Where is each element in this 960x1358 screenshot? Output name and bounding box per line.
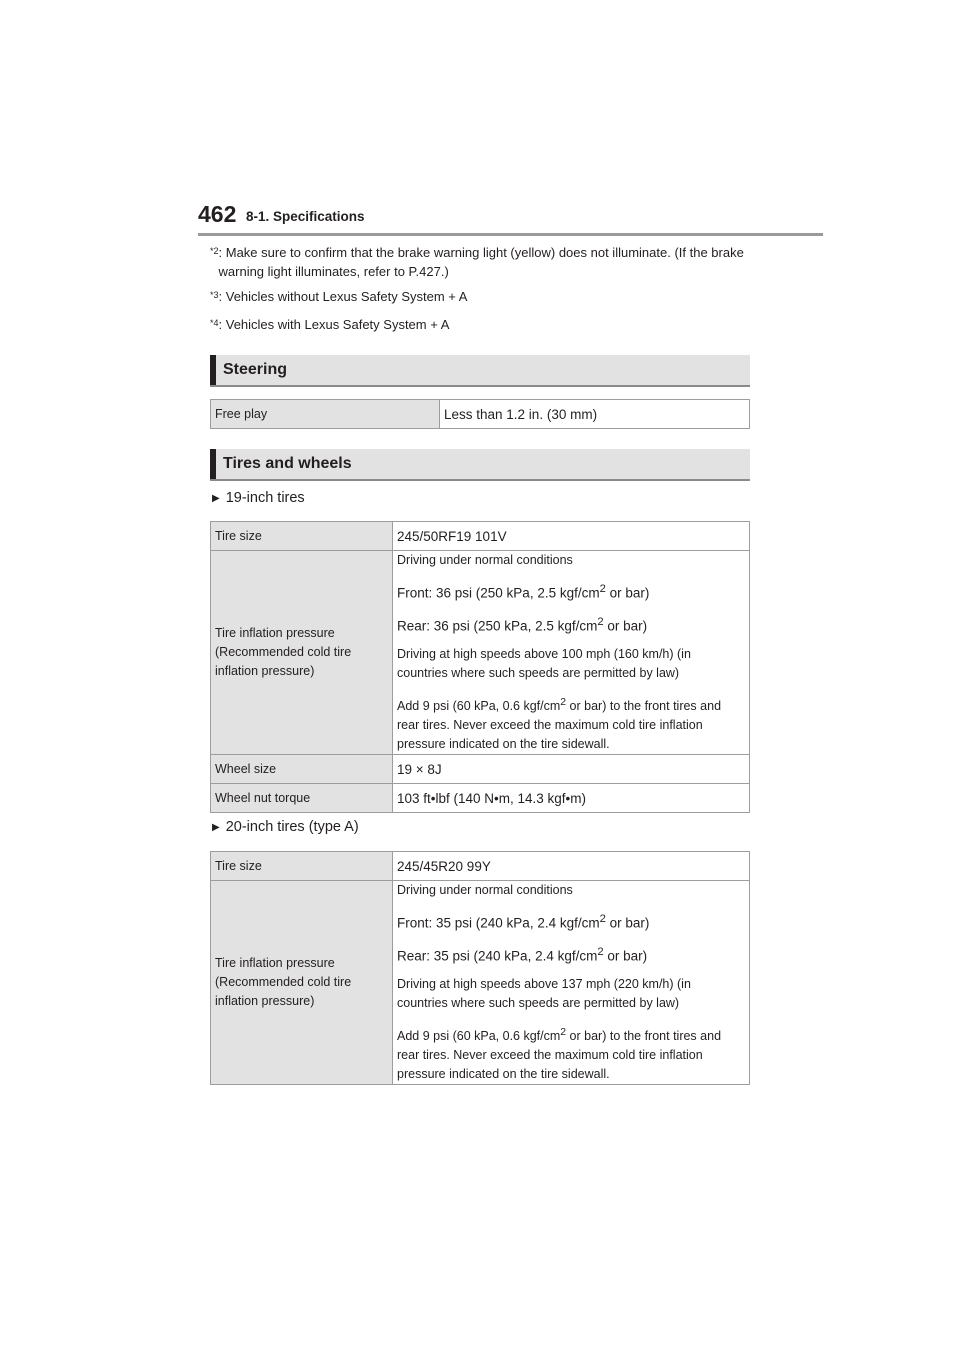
- tire-size-label: Tire size: [211, 522, 393, 551]
- bullet-20-inch-label: 20-inch tires (type A): [225, 819, 359, 835]
- tire-pressure-label: Tire inflation pressure (Recommended cold tire inflation pressure): [211, 551, 393, 755]
- steering-section-header: [210, 355, 750, 387]
- front-pressure: Front: 36 psi (250 kPa, 2.5 kgf/$cm^2$ or bar): [397, 583, 650, 601]
- footnote: [210, 287, 750, 309]
- table-row: [211, 522, 750, 551]
- table-row: [211, 852, 750, 881]
- bullet-20-inch: [212, 819, 359, 835]
- tires-section-header: [210, 449, 750, 481]
- rear-pressure: Rear: 36 psi (250 kPa, 2.5 kgf/$cm^2$ or bar): [397, 615, 648, 633]
- rear-pressure: Rear: 35 psi (240 kPa, 2.4 kgf/$cm^2$ or bar): [397, 945, 648, 963]
- tire-size-value: 245/45R20 99Y: [393, 852, 750, 881]
- steering-section-title: Steering: [223, 361, 288, 378]
- chapter-title: 8-1. Specifications: [246, 209, 365, 224]
- table-row: [211, 881, 750, 1085]
- wheel-size-label: Wheel size: [211, 755, 393, 784]
- arrow-right-icon: ▶: [212, 821, 220, 833]
- tires-19-table: [210, 521, 750, 813]
- table-row: [211, 784, 750, 813]
- section-bar: [210, 449, 216, 479]
- front-pressure: Front: 35 psi (240 kPa, 2.4 kgf/$cm^2$ or bar): [397, 913, 650, 931]
- section-bar: [210, 355, 216, 385]
- table-row: [211, 755, 750, 784]
- header-rule: [198, 233, 823, 236]
- footnote-mark: *3: [210, 290, 219, 300]
- table-row: [211, 400, 750, 429]
- table-row: [211, 551, 750, 755]
- footnote-text: : Vehicles without Lexus Safety System + A: [218, 289, 468, 304]
- arrow-right-icon: ▶: [212, 492, 220, 504]
- footnote: [210, 315, 750, 337]
- tires-20-table: [210, 851, 750, 1085]
- footnotes: [210, 243, 750, 344]
- normal-conditions-heading: Driving under normal conditions: [397, 883, 573, 897]
- free-play-label: Free play: [211, 400, 440, 429]
- bullet-19-inch-label: 19-inch tires: [225, 490, 305, 506]
- normal-conditions-heading: Driving under normal conditions: [397, 553, 573, 567]
- high-speed-heading: Driving at high speeds above 100 mph (160 km/h) (in countries where such speeds are permitted by law): [397, 647, 691, 680]
- wheel-size-value: 19 × 8J: [393, 755, 750, 784]
- bullet-19-inch: [212, 490, 305, 506]
- page-number: 462: [198, 201, 237, 227]
- steering-table: [210, 399, 750, 429]
- footnote-mark: *2: [210, 246, 219, 256]
- footnote-text: : Make sure to confirm that the brake warning light (yellow) does not illuminate. (If the brake warning light illuminates, refer to P.427.): [218, 245, 744, 279]
- page-header: [198, 201, 823, 237]
- high-speed-heading: Driving at high speeds above 137 mph (220 km/h) (in countries where such speeds are permitted by law): [397, 977, 691, 1010]
- footnote: [210, 243, 750, 281]
- tire-pressure-label: Tire inflation pressure (Recommended cold tire inflation pressure): [211, 881, 393, 1085]
- footnote-mark: *4: [210, 318, 219, 329]
- footnote-text: : Vehicles with Lexus Safety System + A: [218, 317, 450, 333]
- free-play-value: Less than 1.2 in. (30 mm): [440, 400, 750, 429]
- wheel-nut-torque-value: 103 ft•lbf (140 N•m, 14.3 kgf•m): [393, 784, 750, 813]
- tire-pressure-value: [393, 881, 750, 1085]
- tire-size-label: Tire size: [211, 852, 393, 881]
- wheel-nut-torque-label: Wheel nut torque: [211, 784, 393, 813]
- tire-size-value: 245/50RF19 101V: [393, 522, 750, 551]
- high-speed-instruction: Add 9 psi (60 kPa, 0.6 kgf/$cm^2$ or bar) to the front tires and rear tires. Never exceed the maximum cold tire inflation pressure indicated on the tire sidewall.: [397, 697, 722, 752]
- high-speed-instruction: Add 9 psi (60 kPa, 0.6 kgf/$cm^2$ or bar) to the front tires and rear tires. Never exceed the maximum cold tire inflation pressure indicated on the tire sidewall.: [397, 1027, 722, 1082]
- tires-section-title: Tires and wheels: [223, 455, 352, 472]
- tire-pressure-value: [393, 551, 750, 755]
